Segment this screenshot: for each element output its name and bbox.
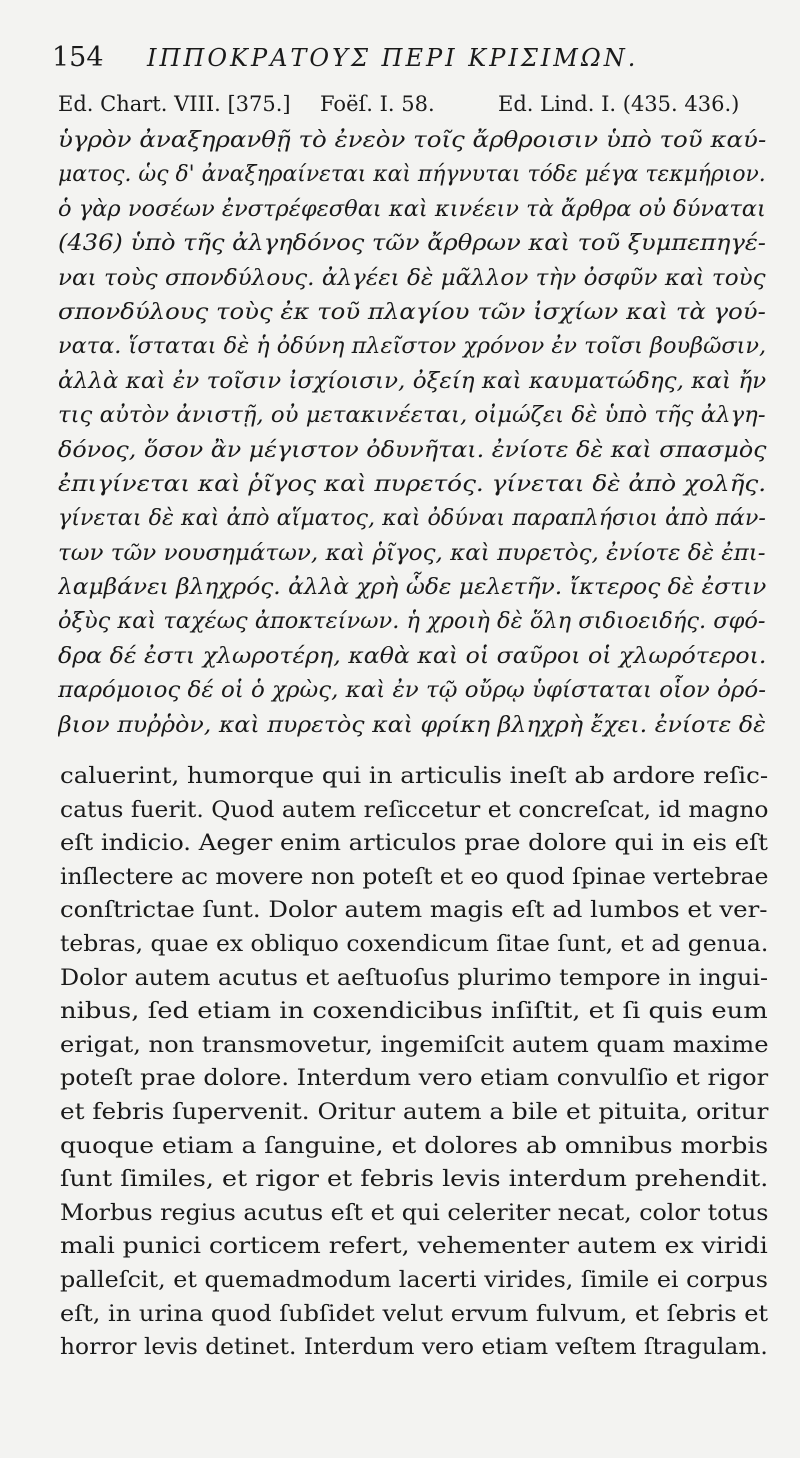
greek-text-line: ναι τοὺς σπονδύλους. ἀλγέει δὲ μᾶλλον τὴν ὀσφῦν καὶ τοὺς [58, 265, 766, 291]
latin-text-line: tebras, quae ex obliquo coxendicum ſitae ſunt, et ad genua. [60, 930, 769, 957]
edition-references [58, 92, 778, 122]
latin-text-line: eſt indicio. Aeger enim articulos prae dolore qui in eis eſt [60, 830, 768, 857]
latin-text-line: eſt, in urina quod ſubſidet velut ervum fulvum, et ſebris et [60, 1300, 769, 1327]
ref-foes: Foëſ. I. 58. [320, 92, 435, 116]
greek-text-line: (436) ὑπὸ τῆς ἀλγηδόνος τῶν ἄρθρων καὶ τοῦ ξυμπεπηγέ- [58, 231, 766, 257]
greek-text-line: ἀλλὰ καὶ ἐν τοῖσιν ἰσχίοισιν, ὀξείη καὶ καυματώδης, καὶ ἤν [58, 368, 767, 394]
latin-text-line: poteſt prae dolore. Interdum vero etiam convulſio et rigor [60, 1065, 769, 1092]
greek-text-line: ὀξὺς καὶ ταχέως ἀποκτείνων. ἡ χροιὴ δὲ ὅλη σιδιοειδής. σφό- [58, 609, 766, 635]
latin-text-line: conſtrictae ſunt. Dolor autem magis eſt ad lumbos et ver- [60, 897, 768, 924]
greek-text-line: ἐπιγίνεται καὶ ῥῖγος καὶ πυρετός. γίνεται δὲ ἀπὸ χολῆς. [58, 471, 767, 497]
greek-text-line: γίνεται δὲ καὶ ἀπὸ αἵματος, καὶ ὀδύναι παραπλήσιοι ἀπὸ πάν- [58, 506, 766, 532]
ref-chart: Ed. Chart. VIII. [375.] [58, 92, 291, 116]
latin-text-line: palleſcit, et quemadmodum lacerti virides, ſimile ei corpus [60, 1266, 768, 1293]
greek-text-line: των τῶν νουσημάτων, καὶ ῥῖγος, καὶ πυρετὸς, ἐνίοτε δὲ ἐπι- [58, 540, 766, 566]
latin-text-block [60, 760, 772, 1365]
greek-text-line: σπονδύλους τοὺς ἐκ τοῦ πλαγίου τῶν ἰσχίων καὶ τὰ γού- [58, 299, 766, 325]
greek-text-line: ὑγρὸν ἀναξηρανθῇ τὸ ἐνεὸν τοῖς ἄρθροισιν ὑπὸ τοῦ καύ- [58, 128, 767, 153]
latin-text-line: horror levis detinet. Interdum vero etiam veſtem ſtragulam. [60, 1334, 768, 1361]
greek-text-line: δόνος, ὅσον ἂν μέγιστον ὀδυνῆται. ἐνίοτε δὲ καὶ σπασμὸς [58, 437, 767, 463]
latin-text-line: caluerint, humorque qui in articulis ineſt ab ardore reſic- [60, 763, 769, 789]
greek-text-line: βιον πυῤῥὸν, καὶ πυρετὸς καὶ φρίκη βληχρὴ ἔχει. ἐνίοτε δὲ [58, 712, 766, 738]
latin-text-line: Morbus regius acutus eſt et qui celeriter necat, color totus [60, 1199, 769, 1226]
latin-text-line: mali punici corticem refert, vehementer autem ex viridi [60, 1233, 768, 1260]
latin-text-line: nibus, ſed etiam in coxendicibus inſiſtit, et ſi quis eum [60, 998, 768, 1025]
latin-text-line: catus fuerit. Quod autem reſiccetur et concreſcat, id magno [60, 796, 769, 823]
latin-text-line: inſlectere ac movere non poteſt et eo quod ſpinae vertebrae [60, 863, 769, 890]
greek-text-line: τις αὐτὸν ἀνιστῇ, οὐ μετακινέεται, οἰμώζει δὲ ὑπὸ τῆς ἀλγη- [58, 403, 766, 429]
greek-text-line: δρα δέ ἐστι χλωροτέρη, καθὰ καὶ οἱ σαῦροι οἱ χλωρότεροι. [58, 643, 767, 669]
latin-text-line: ſunt ſimiles, et rigor et febris levis interdum prehendit. [60, 1166, 769, 1193]
greek-text-line: λαμβάνει βληχρός. ἀλλὰ χρὴ ὧδε μελετῆν. ἴκτερος δὲ ἐστιν [58, 575, 767, 601]
latin-text-line: Dolor autem acutus et aeſtuoſus plurimo tempore in ingui- [60, 964, 769, 991]
greek-text-line: νατα. ἵσταται δὲ ἡ ὀδύνη πλεῖστον χρόνον ἐν τοῖσι βουβῶσιν, [58, 334, 767, 360]
latin-text-line: et febris ſupervenit. Oritur autem a bile et pituita, oritur [60, 1098, 769, 1125]
greek-text-line: παρόμοιος δέ οἱ ὁ χρὼς, καὶ ἐν τῷ οὔρῳ ὑφίσταται οἷον ὀρό- [58, 678, 766, 704]
page-number: 154 [52, 42, 104, 73]
ref-lind: Ed. Lind. I. (435. 436.) [498, 92, 740, 116]
latin-text-line: erigat, non transmovetur, ingemiſcit autem quam maxime [60, 1031, 769, 1058]
latin-text-line: quoque etiam a ſanguine, et dolores ab omnibus morbis [60, 1132, 769, 1159]
greek-text-block [58, 124, 774, 743]
greek-text-line: ὁ γὰρ νοσέων ἐνστρέφεσθαι καὶ κινέειν τὰ ἄρθρα οὐ δύναται [58, 196, 766, 222]
page-header [52, 40, 772, 80]
running-head: ΙΠΠΟΚΡΑΤΟΥΣ ΠΕΡΙ ΚΡΙΣΙΜΩΝ. [147, 44, 639, 72]
greek-text-line: ματος. ὡς δ' ἀναξηραίνεται καὶ πήγνυται τόδε μέγα τεκμήριον. [58, 162, 766, 188]
